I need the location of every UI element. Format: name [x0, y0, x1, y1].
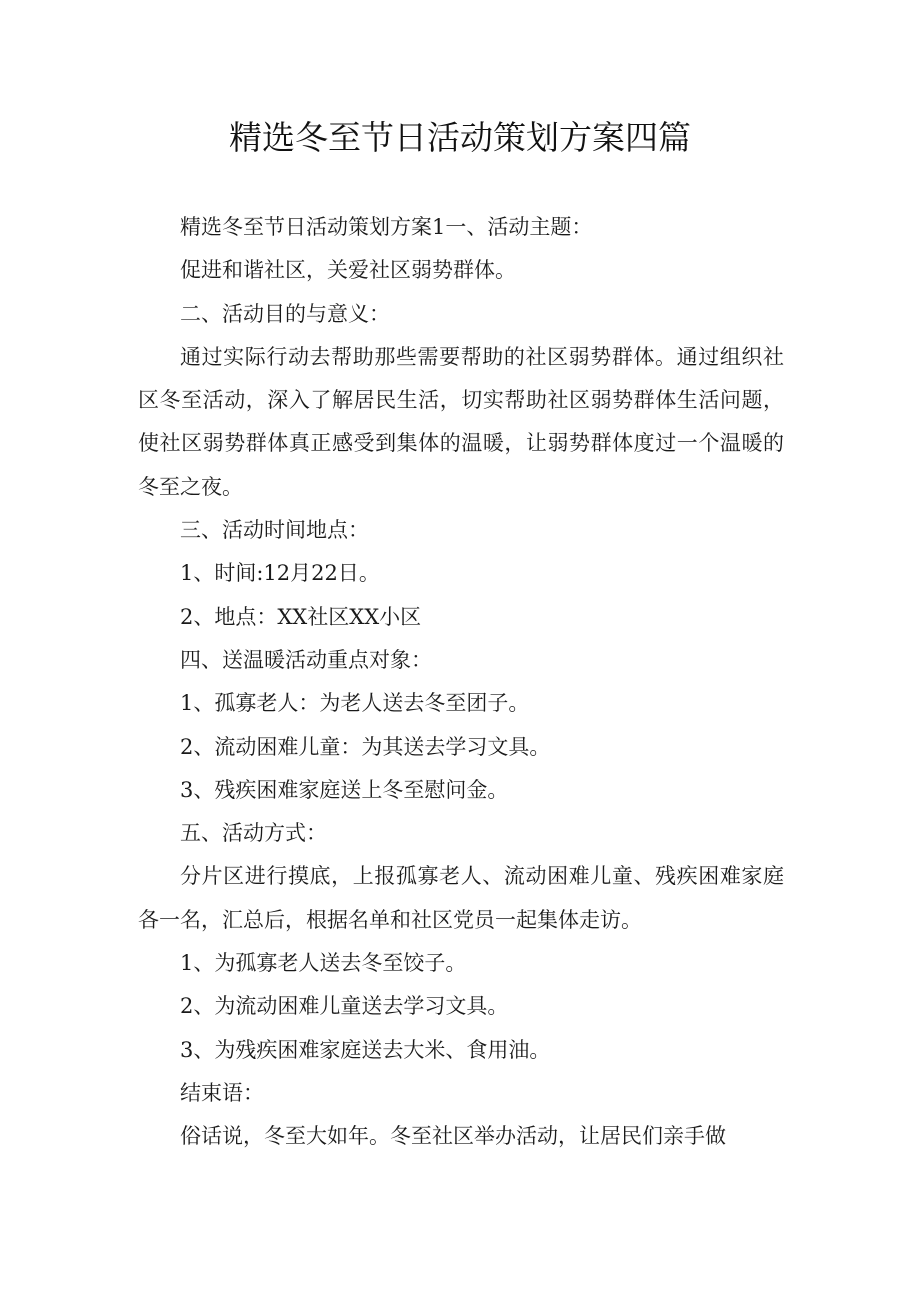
- paragraph-intro: 精选冬至节日活动策划方案1一、活动主题：: [180, 215, 593, 239]
- list-item-target-disabled: 3、残疾困难家庭送上冬至慰问金。: [180, 777, 509, 802]
- section-heading-purpose: 二、活动目的与意义：: [180, 301, 390, 326]
- list-item-method-disabled: 3、为残疾困难家庭送去大米、食用油。: [180, 1037, 551, 1062]
- document-title: 精选冬至节日活动策划方案四篇: [229, 118, 691, 157]
- paragraph-purpose: 通过实际行动去帮助那些需要帮助的社区弱势群体。通过组织社区冬至活动，深入了解居民生活，切实帮助社区弱势群体生活问题，使社区弱势群体真正感受到集体的温暖，让弱势群体度过一个温暖的冬至之夜。: [138, 344, 784, 499]
- section-heading-method: 五、活动方式：: [180, 821, 327, 846]
- section-heading-conclusion: 结束语：: [180, 1080, 264, 1105]
- list-item-place: 2、地点：XX社区XX小区: [180, 604, 422, 629]
- paragraph-conclusion: 俗话说，冬至大如年。冬至社区举办活动，让居民们亲手做: [180, 1124, 726, 1149]
- list-item-method-children: 2、为流动困难儿童送去学习文具。: [180, 994, 509, 1019]
- list-item-method-elderly: 1、为孤寡老人送去冬至饺子。: [180, 951, 467, 976]
- paragraph-method: 分片区进行摸底，上报孤寡老人、流动困难儿童、残疾困难家庭各一名，汇总后，根据名单和社区党员一起集体走访。: [138, 864, 784, 932]
- list-item-target-children: 2、流动困难儿童：为其送去学习文具。: [180, 734, 551, 759]
- list-item-target-elderly: 1、孤寡老人：为老人送去冬至团子。: [180, 691, 530, 716]
- paragraph-theme: 促进和谐社区，关爱社区弱势群体。: [180, 258, 516, 283]
- section-heading-targets: 四、送温暖活动重点对象：: [180, 647, 432, 672]
- document-body: [138, 206, 784, 1159]
- section-heading-time-place: 三、活动时间地点：: [180, 518, 369, 543]
- list-item-time: 1、时间:12月22日。: [180, 561, 380, 586]
